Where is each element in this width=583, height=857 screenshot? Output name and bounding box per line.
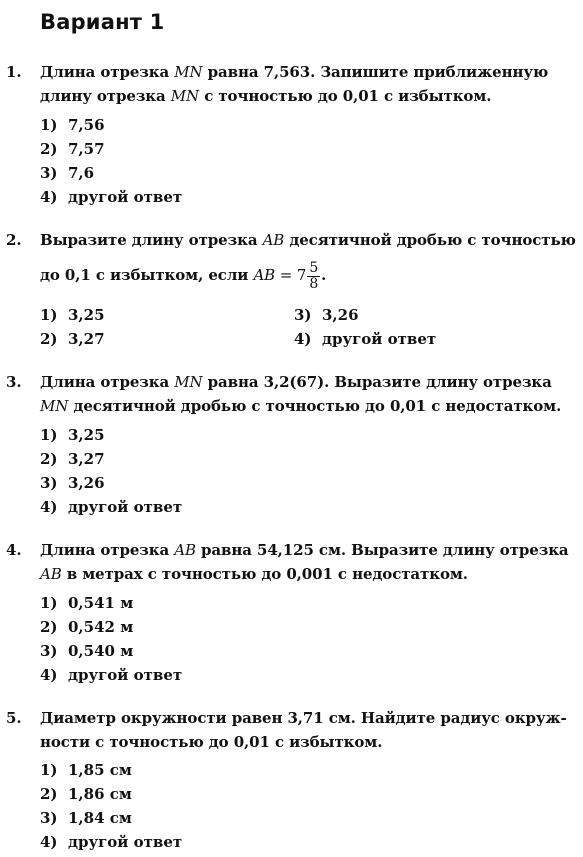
- answer-text: 1,84 см: [68, 809, 132, 827]
- question-line: [40, 60, 580, 84]
- text-fragment: Выразите длину отрезка: [40, 231, 263, 249]
- answer-text: 3,25: [68, 306, 105, 324]
- question-line: Диаметр окружности равен 3,71 см. Найдите радиус окруж-: [40, 709, 567, 727]
- text-fragment: Длина отрезка: [40, 373, 175, 391]
- answer-option: [40, 806, 182, 830]
- fraction: [307, 261, 320, 292]
- answer-text: 3,27: [68, 330, 105, 348]
- answer-text: другой ответ: [68, 666, 183, 684]
- answer-option: [40, 591, 182, 615]
- answer-option: [40, 327, 105, 351]
- answer-list: [40, 113, 182, 209]
- question-number: 2.: [6, 231, 22, 249]
- math-variable: MN: [174, 373, 203, 391]
- question-number: 1.: [6, 63, 22, 81]
- answer-number: 4): [40, 188, 58, 206]
- answer-number: 2): [40, 450, 58, 468]
- answer-option: [40, 161, 182, 185]
- answer-text: 0,541 м: [68, 594, 134, 612]
- answer-number: 2): [40, 618, 58, 636]
- answer-option: [40, 495, 182, 519]
- question-text: [40, 60, 580, 108]
- answer-number: 4): [40, 666, 58, 684]
- answer-option: [40, 830, 182, 854]
- question-text: [40, 228, 580, 294]
- answer-number: 3): [40, 642, 58, 660]
- question-number: 4.: [6, 541, 22, 559]
- answer-option: [40, 758, 182, 782]
- math-variable: AB: [40, 565, 62, 583]
- answer-number: 3): [40, 164, 58, 182]
- question-line: [40, 370, 580, 394]
- fraction-numerator: 5: [309, 259, 319, 276]
- answer-option: [40, 663, 182, 687]
- answer-number: 1): [40, 761, 58, 779]
- question-line: [40, 256, 580, 294]
- math-variable: MN: [40, 397, 69, 415]
- answer-number: 4): [40, 833, 58, 851]
- answer-text: 3,26: [322, 306, 359, 324]
- answer-option: [40, 782, 182, 806]
- answer-number: 4): [294, 330, 312, 348]
- answer-number: 2): [40, 330, 58, 348]
- text-fragment: равна 7,563. Запишите приближенную: [202, 63, 549, 81]
- math-variable: AB: [174, 541, 196, 559]
- answer-text: 3,25: [68, 426, 105, 444]
- answer-number: 1): [40, 426, 58, 444]
- answer-text: 3,26: [68, 474, 105, 492]
- math-variable: AB: [262, 231, 285, 249]
- answer-option: [40, 471, 182, 495]
- answer-text: другой ответ: [68, 498, 183, 516]
- question-number: 3.: [6, 373, 22, 391]
- text-fragment: до 0,1 с избытком, если: [40, 266, 254, 284]
- answer-option: [40, 303, 105, 327]
- answer-option: [40, 113, 182, 137]
- answer-text: 7,56: [68, 116, 105, 134]
- page-title: Вариант 1: [40, 10, 165, 34]
- math-variable: AB: [253, 266, 276, 284]
- answer-list: [40, 591, 182, 687]
- answer-text: 1,86 см: [68, 785, 132, 803]
- answer-option: [40, 423, 182, 447]
- answer-number: 1): [40, 594, 58, 612]
- math-variable: MN: [174, 63, 203, 81]
- answer-text: 7,57: [68, 140, 105, 158]
- answer-option: [294, 303, 436, 327]
- question-line: [40, 562, 580, 586]
- question-line: [40, 84, 580, 108]
- question-number: 5.: [6, 709, 22, 727]
- math-variable: MN: [170, 87, 200, 105]
- answer-number: 2): [40, 785, 58, 803]
- answer-number: 1): [40, 116, 58, 134]
- answer-option: [40, 185, 182, 209]
- math-equals: = 7: [275, 266, 307, 284]
- answer-list: [40, 423, 182, 519]
- answer-grid: [40, 303, 460, 351]
- answer-number: 3): [294, 306, 312, 324]
- answer-text: другой ответ: [68, 188, 183, 206]
- answer-number: 2): [40, 140, 58, 158]
- text-fragment: длину отрезка: [40, 87, 171, 105]
- answer-number: 3): [40, 809, 58, 827]
- question-line: ности с точностью до 0,01 с избытком.: [40, 733, 383, 751]
- answer-text: 1,85 см: [68, 761, 132, 779]
- answer-option: [40, 615, 182, 639]
- text-fragment: десятичной дробью с точностью: [284, 231, 576, 249]
- answer-number: 3): [40, 474, 58, 492]
- text-fragment: равна 54,125 см. Выразите длину отрезка: [195, 541, 569, 559]
- answer-text: 3,27: [68, 450, 105, 468]
- answer-text: другой ответ: [322, 330, 437, 348]
- answer-option: [40, 137, 182, 161]
- text-fragment: с точностью до 0,01 с избытком.: [199, 87, 492, 105]
- text-fragment: десятичной дробью с точностью до 0,01 с недостатком.: [68, 397, 562, 415]
- text-fragment: равна 3,2(67). Выразите длину отрезка: [202, 373, 552, 391]
- question-text: [40, 538, 580, 586]
- question-line: [40, 538, 580, 562]
- answer-text: 0,542 м: [68, 618, 134, 636]
- fraction-denominator: 8: [309, 275, 319, 292]
- answer-option: [40, 447, 182, 471]
- answer-text: 0,540 м: [68, 642, 134, 660]
- text-fragment: Длина отрезка: [40, 541, 175, 559]
- answer-list: [40, 758, 182, 854]
- answer-text: 7,6: [68, 164, 95, 182]
- question-line: [40, 394, 580, 418]
- answer-text: другой ответ: [68, 833, 183, 851]
- answer-option: [294, 327, 436, 351]
- answer-option: [40, 639, 182, 663]
- answer-number: 4): [40, 498, 58, 516]
- question-text: [40, 706, 580, 754]
- question-text: [40, 370, 580, 418]
- text-fragment: .: [321, 266, 327, 284]
- text-fragment: в метрах с точностью до 0,001 с недостатком.: [61, 565, 468, 583]
- answer-number: 1): [40, 306, 58, 324]
- question-line: [40, 228, 580, 252]
- text-fragment: Длина отрезка: [40, 63, 175, 81]
